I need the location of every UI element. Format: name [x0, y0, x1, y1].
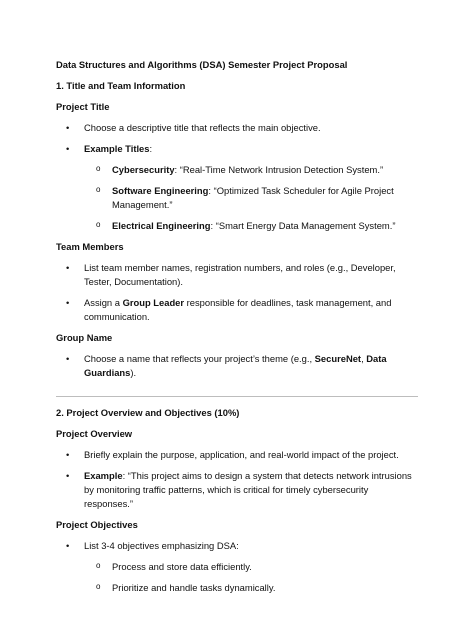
section-2-heading: 2. Project Overview and Objectives (10%)	[56, 407, 240, 418]
list-item: • Briefly explain the purpose, application, and real-world impact of the project.	[56, 448, 418, 462]
list-item: • List team member names, registration numbers, and roles (e.g., Developer, Tester, Documentation).	[56, 261, 418, 289]
example-item-electrical-engineering: o Electrical Engineering: “Smart Energy Data Management System.”	[56, 219, 418, 233]
project-overview-list	[56, 448, 418, 511]
team-members-heading: Team Members	[56, 241, 124, 252]
project-title-heading: Project Title	[56, 101, 110, 112]
project-title-list	[56, 121, 418, 233]
list-item: • Assign a Group Leader responsible for deadlines, task management, and communication.	[56, 296, 418, 324]
project-objectives-list	[56, 539, 418, 595]
example-item-cybersecurity: o Cybersecurity: “Real-Time Network Intrusion Detection System.”	[56, 163, 418, 177]
list-item: • List 3-4 objectives emphasizing DSA:	[56, 539, 418, 553]
team-members-list	[56, 261, 418, 324]
project-overview-heading: Project Overview	[56, 428, 133, 439]
project-objectives-heading: Project Objectives	[56, 519, 138, 530]
group-name-list	[56, 352, 418, 380]
list-item: • Example Titles:	[56, 142, 418, 156]
list-item: • Choose a descriptive title that reflects the main objective.	[56, 121, 418, 135]
list-item: • Example: “This project aims to design a system that detects network intrusions by monitoring traffic patterns, which is critical for timely cybersecurity responses.”	[56, 469, 418, 511]
example-item-software-engineering: o Software Engineering: “Optimized Task Scheduler for Agile Project Management.”	[56, 184, 418, 212]
objective-sub-item: o Process and store data efficiently.	[56, 560, 418, 574]
objective-sub-item: o Prioritize and handle tasks dynamically.	[56, 581, 418, 595]
section-divider	[56, 396, 418, 397]
section-1-heading: 1. Title and Team Information	[56, 80, 186, 91]
list-item: • Choose a name that reflects your project’s theme (e.g., SecureNet, Data Guardians).	[56, 352, 418, 380]
group-name-heading: Group Name	[56, 332, 113, 343]
document-title: Data Structures and Algorithms (DSA) Semester Project Proposal	[56, 59, 348, 70]
